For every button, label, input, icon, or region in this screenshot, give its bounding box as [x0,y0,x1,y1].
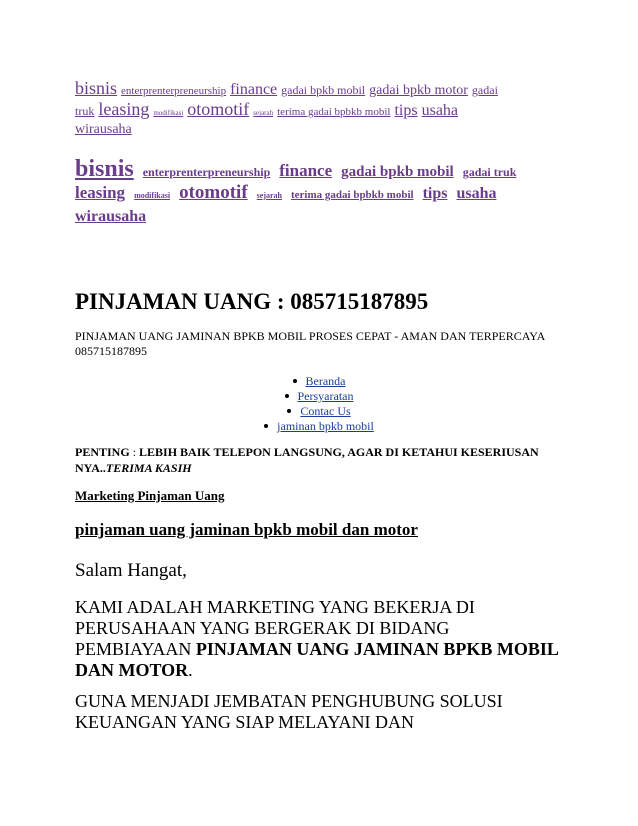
notice-tail: TERIMA KASIH [105,461,192,475]
paragraph-1-bold: PINJAMAN UANG JAMINAN BPKB MOBIL DAN MOTOR [75,639,558,680]
bullet-icon [285,394,289,398]
menu-item-beranda [0,374,638,389]
tag-cloud-row [75,79,565,100]
tag-link-truk[interactable]: truk [75,104,95,118]
tag-link-sejarah[interactable]: sejarah [256,191,282,200]
tag-link-wirausaha[interactable]: wirausaha [75,208,147,225]
paragraph-2: GUNA MENJADI JEMBATAN PENGHUBUNG SOLUSI KEUANGAN YANG SIAP MELAYANI DAN [75,691,503,732]
paragraph-1-text: KAMI ADALAH MARKETING YANG BEKERJA DI PERUSAHAAN YANG BERGERAK DI BIDANG PEMBIAYAAN [75,597,475,659]
notice-body: LEBIH BAIK TELEPON LANGSUNG, AGAR DI KETAHUI KESERIUSAN NYA.. [75,445,539,475]
menu-item-contac-us [0,404,638,419]
tag-link-gadai-bpkb-motor[interactable]: gadai bpkb motor [369,83,468,98]
bullet-icon [287,409,291,413]
marketing-label[interactable]: Marketing Pinjaman Uang [75,488,225,503]
tag-link-gadai-truk[interactable]: gadai truk [462,165,517,179]
tag-link-terima-gadai-bpbkb-mobil[interactable]: terima gadai bpbkb mobil [291,189,414,201]
tag-link-modifikasi[interactable]: modifikasi [153,109,184,117]
paragraph-1 [75,597,565,681]
tag-link-gadai[interactable]: gadai [471,83,498,97]
tag-link-sejarah[interactable]: sejarah [253,109,274,117]
tag-link-tips[interactable]: tips [422,185,448,202]
tag-cloud-row [75,183,565,209]
tag-link-bisnis[interactable]: bisnis [75,78,118,98]
tag-cloud-row [75,209,565,235]
tag-cloud-row [75,157,565,183]
paragraph-1-end: . [188,660,193,680]
menu-link-jaminan-bpkb-mobil[interactable]: jaminan bpkb mobil [277,419,374,433]
tag-cloud-primary [75,79,565,139]
tag-link-leasing[interactable]: leasing [98,99,150,119]
tag-link-terima-gadai-bpbkb-mobil[interactable]: terima gadai bpbkb mobil [277,106,391,118]
tag-link-wirausaha[interactable]: wirausaha [75,122,132,137]
blog-title: PINJAMAN UANG : 085715187895 [75,289,429,314]
tag-link-finance[interactable]: finance [279,161,333,180]
greeting: Salam Hangat, [75,560,187,581]
tag-link-gadai-bpkb-mobil[interactable]: gadai bpkb mobil [341,164,454,180]
blog-subtitle: PINJAMAN UANG JAMINAN BPKB MOBIL PROSES CEPAT - AMAN DAN TERPERCAYA 085715187895 [75,329,545,358]
menu-item-jaminan-bpkb-mobil [0,419,638,434]
tag-link-bisnis[interactable]: bisnis [75,156,134,182]
tag-link-enterprenterpreneurship[interactable]: enterprenterpreneurship [142,165,271,179]
tag-link-otomotif[interactable]: otomotif [187,99,250,119]
menu-link-persyaratan[interactable]: Persyaratan [297,389,354,403]
notice [75,444,575,476]
nav-menu [0,374,638,434]
tag-link-leasing[interactable]: leasing [75,183,126,202]
tag-link-otomotif[interactable]: otomotif [179,182,248,203]
bullet-icon [264,424,268,428]
tag-cloud-row [75,121,565,139]
tag-link-usaha[interactable]: usaha [421,102,459,119]
post-title[interactable]: pinjaman uang jaminan bpkb mobil dan motor [75,520,418,539]
tag-cloud-secondary [75,157,565,235]
tag-link-modifikasi[interactable]: modifikasi [134,191,171,200]
tag-link-enterprenterpreneurship[interactable]: enterprenterpreneurship [121,85,227,97]
notice-lead: PENTING [75,445,130,459]
notice-separator: : [129,445,140,459]
tag-cloud-row [75,100,565,121]
tag-link-tips[interactable]: tips [394,102,418,119]
tag-link-finance[interactable]: finance [230,81,278,98]
tag-link-usaha[interactable]: usaha [456,185,497,202]
menu-link-contac-us[interactable]: Contac Us [300,404,351,418]
menu-item-persyaratan [0,389,638,404]
tag-link-gadai-bpkb-mobil[interactable]: gadai bpkb mobil [281,83,366,97]
bullet-icon [293,379,297,383]
menu-link-beranda[interactable]: Beranda [305,374,346,388]
